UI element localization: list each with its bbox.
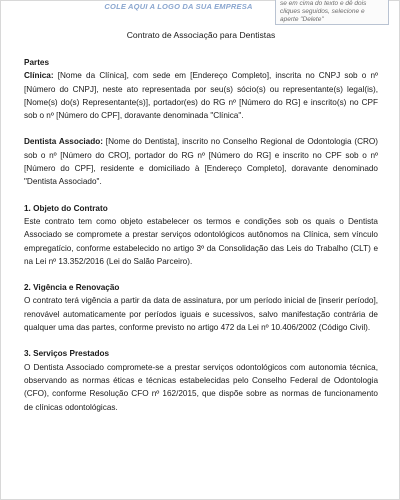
clinic-text: [Nome da Clínica], com sede em [Endereço Completo], inscrita no CNPJ sob o nº [Número do CNPJ], neste ato representada por seu(s) sócio(s) ou representante(s) legal(is), [Nome(s) do(s) Representante(s)], portador(es) do RG nº [Número do RG] e inscrito(s) no CPF sob o nº [Número do CPF], doravante denominada "Clínica". (24, 71, 378, 121)
logo-placeholder[interactable]: COLE AQUI A LOGO DA SUA EMPRESA (104, 2, 253, 11)
section-text-object: Este contrato tem como objeto estabelecer os termos e condições sob os quais o Dentista Associado se compromete a prestar serviços odontológicos autônomos na Clínica, sem vínculo empregatício, conforme estabelecido no artigo 3º da Consolidação das Leis do Trabalho (CLT) e na Lei nº 13.352/2016 (Lei do Salão Parceiro). (24, 216, 378, 266)
clinic-label: Clínica: (24, 71, 54, 81)
parties-heading: Partes (24, 58, 50, 67)
dentist-text: [Nome do Dentista], inscrito no Conselho Regional de Odontologia (CRO) sob o nº [Número do CRO], portador do RG nº [Número do RG] e inscrito no CPF sob o nº [Número do CPF], residente e domiciliado à [Endereço Completo], doravante denominado "Dentista Associado". (24, 137, 378, 187)
dentist-label: Dentista Associado: (24, 137, 103, 147)
section-heading-services: 3. Serviços Prestados (24, 349, 110, 359)
clinic-paragraph (24, 69, 378, 122)
section-text-services: O Dentista Associado compromete-se a prestar serviços odontológicos com autonomia técnica, observando as normas éticas e técnicas estabelecidas pelo Conselho Federal de Odontologia (CFO), conforme Resolução CFO nº 162/2015, que dispõe sobre as normas de funcionamento de clínicas odontológicas. (24, 362, 378, 412)
dentist-paragraph (24, 135, 378, 188)
document-title: Contrato de Associação para Dentistas (126, 30, 276, 40)
section-heading-object: 1. Objeto do Contrato (24, 203, 108, 213)
document-body (24, 56, 378, 414)
section-heading-validity: 2. Vigência e Renovação (24, 283, 120, 293)
section-text-validity: O contrato terá vigência a partir da data de assinatura, por um período inicial de [inserir período], renovável automaticamente por períodos iguais e sucessivos, salvo manifestação contrária de qualquer uma das partes, conforme previsto no artigo 472 da Lei nº 10.406/2002 (Código Civil). (24, 296, 378, 333)
instruction-note: se em cima do texto e dê dois cliques seguidos, selecione e aperte "Delete" (275, 0, 389, 25)
